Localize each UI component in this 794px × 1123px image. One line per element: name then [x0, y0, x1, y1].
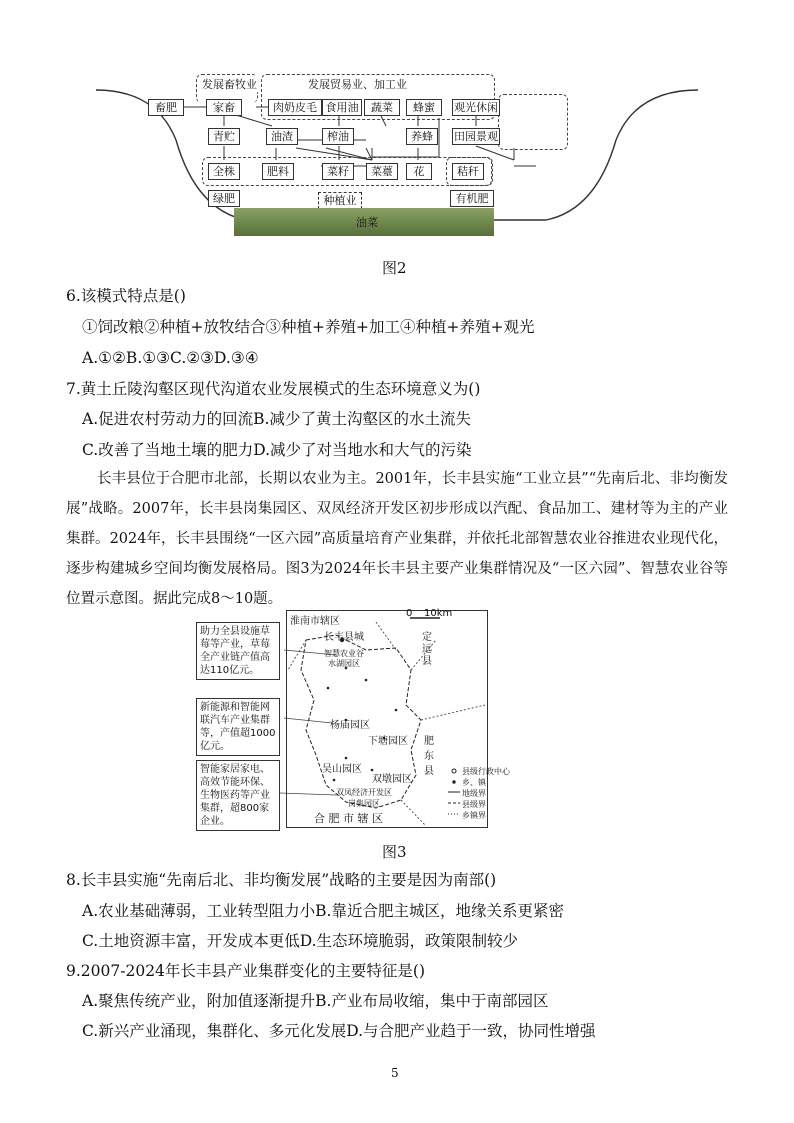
legend-town: 乡、镇 [462, 778, 486, 787]
label-shuangdun: 双墩园区 [372, 774, 412, 785]
box-dairy: 肉奶皮毛 [268, 99, 322, 116]
q6-options: ①饲改粮②种植+放牧结合③种植+养殖+加工④种植+养殖+观光 [82, 318, 535, 336]
box-green: 绿肥 [208, 190, 240, 207]
label-scale10: 10km [424, 608, 453, 619]
figure-3 [196, 608, 510, 832]
box-straw: 秸秆 [452, 163, 484, 180]
label-gangji: 岗集园区 [348, 799, 380, 808]
q9-stem: 9.2007-2024年长丰县产业集群变化的主要特征是() [66, 962, 426, 980]
legend-county-center: 县级行政中心 [462, 767, 510, 776]
q7-row2: C.改善了当地土壤的肥力D.减少了对当地水和大气的污染 [82, 441, 472, 459]
group-livestock-label: 发展畜牧业 [202, 78, 257, 91]
legend-county-border: 县级界 [462, 800, 486, 809]
label-county-town: 长丰县城 [324, 632, 364, 643]
box-honey: 蜂蜜 [406, 99, 442, 116]
box-vegetable: 蔬菜 [364, 99, 400, 116]
box-bee: 养蜂 [406, 128, 438, 145]
label-yangmiao: 杨庙园区 [330, 720, 370, 731]
q8-stem: 8.长丰县实施“先南后北、非均衡发展”战略的主要是因为南部() [66, 871, 497, 889]
box-silage: 青贮 [208, 128, 240, 145]
note-smart-home: 智能家居家电、高效节能环保、生物医药等产业集群，超800家企业。 [196, 760, 280, 831]
box-bolt: 菜薹 [366, 163, 398, 180]
q7-row1: A.促进农村劳动力的回流B.减少了黄土沟壑区的水土流失 [82, 410, 471, 428]
box-organic: 有机肥 [450, 190, 494, 207]
label-xiatang: 下塘园区 [368, 736, 408, 747]
label-huainan: 淮南市辖区 [290, 616, 340, 627]
q6-answers: A.①②B.①③C.②③D.③④ [82, 349, 259, 367]
group-trade-label: 发展贸易业、加工业 [308, 78, 407, 91]
label-shuangfeng: 双凤经济开发区 [336, 788, 392, 797]
label-feidong: 肥东县 [424, 736, 434, 777]
q7-stem: 7.黄土丘陵沟壑区现代沟道农业发展模式的生态环境意义为() [66, 380, 481, 398]
box-livestock: 家畜 [206, 99, 242, 116]
box-planting: 种植业 [318, 192, 362, 209]
box-seed: 菜籽 [322, 163, 354, 180]
box-manure: 畜肥 [148, 99, 184, 116]
box-fertilizer: 肥料 [262, 163, 294, 180]
label-agri-valley: 智慧农业谷 [324, 649, 364, 658]
box-press: 榨油 [322, 128, 354, 145]
legend-township-border: 乡镇界 [462, 811, 486, 820]
label-hefei: 合 肥 市 辖 区 [314, 812, 383, 825]
field-label: 油菜 [356, 216, 378, 229]
label-wushan: 吴山园区 [322, 764, 362, 775]
q6-stem: 6.该模式特点是() [66, 287, 186, 305]
q9-row1: A.聚焦传统产业，附加值逐渐提升B.产业布局收缩，集中于南部园区 [82, 992, 549, 1010]
box-whole: 全株 [208, 163, 240, 180]
q8-row1: A.农业基础薄弱，工业转型阻力小B.靠近合肥主城区，地缘关系更紧密 [82, 902, 564, 920]
label-water-lake: 水湖园区 [328, 659, 360, 668]
box-scenery: 田园景观 [454, 130, 498, 143]
label-dingyuan: 定远县 [422, 632, 432, 667]
legend-prefecture-border: 地级界 [462, 789, 486, 798]
box-flower: 花 [406, 163, 432, 180]
note-strawberry: 助力全县设施草莓等产业，草莓全产业链产值高达110亿元。 [196, 622, 280, 680]
page-number: 5 [391, 1066, 399, 1080]
note-auto: 新能源和智能网联汽车产业集群等，产值超1000亿元。 [196, 698, 280, 756]
box-residue: 油渣 [266, 128, 298, 145]
box-sightseeing: 观光休闲 [454, 101, 498, 114]
figure-2 [96, 60, 698, 260]
label-scale0: 0 [406, 608, 413, 619]
q9-row2: C.新兴产业涌现，集群化、多元化发展D.与合肥产业趋于一致，协同性增强 [82, 1022, 596, 1040]
group-sightseeing [498, 94, 568, 150]
box-oil: 食用油 [322, 99, 362, 116]
q8-row2: C.土地资源丰富，开发成本更低D.生态环境脆弱，政策限制较少 [82, 932, 519, 950]
figure-2-caption: 图2 [382, 259, 407, 277]
passage: 长丰县位于合肥市北部，长期以农业为主。2001年，长丰县实施“工业立县”“先南后北、非均衡发展”战略。2007年，长丰县岗集园区、双凤经济开发区初步形成以汽配、食品加工、建材等为主的产业集群。2024年，长丰县围绕“一区六园”高质量培育产业集群，并依托北部智慧农业谷推进农业现代化，逐步构建城乡空间均衡发展格局。图3为2024年长丰县主要产业集群情况及“一区六园”、智慧农业谷等位置示意图。据此完成8～10题。 [66, 471, 728, 607]
figure-3-caption: 图3 [382, 843, 407, 861]
